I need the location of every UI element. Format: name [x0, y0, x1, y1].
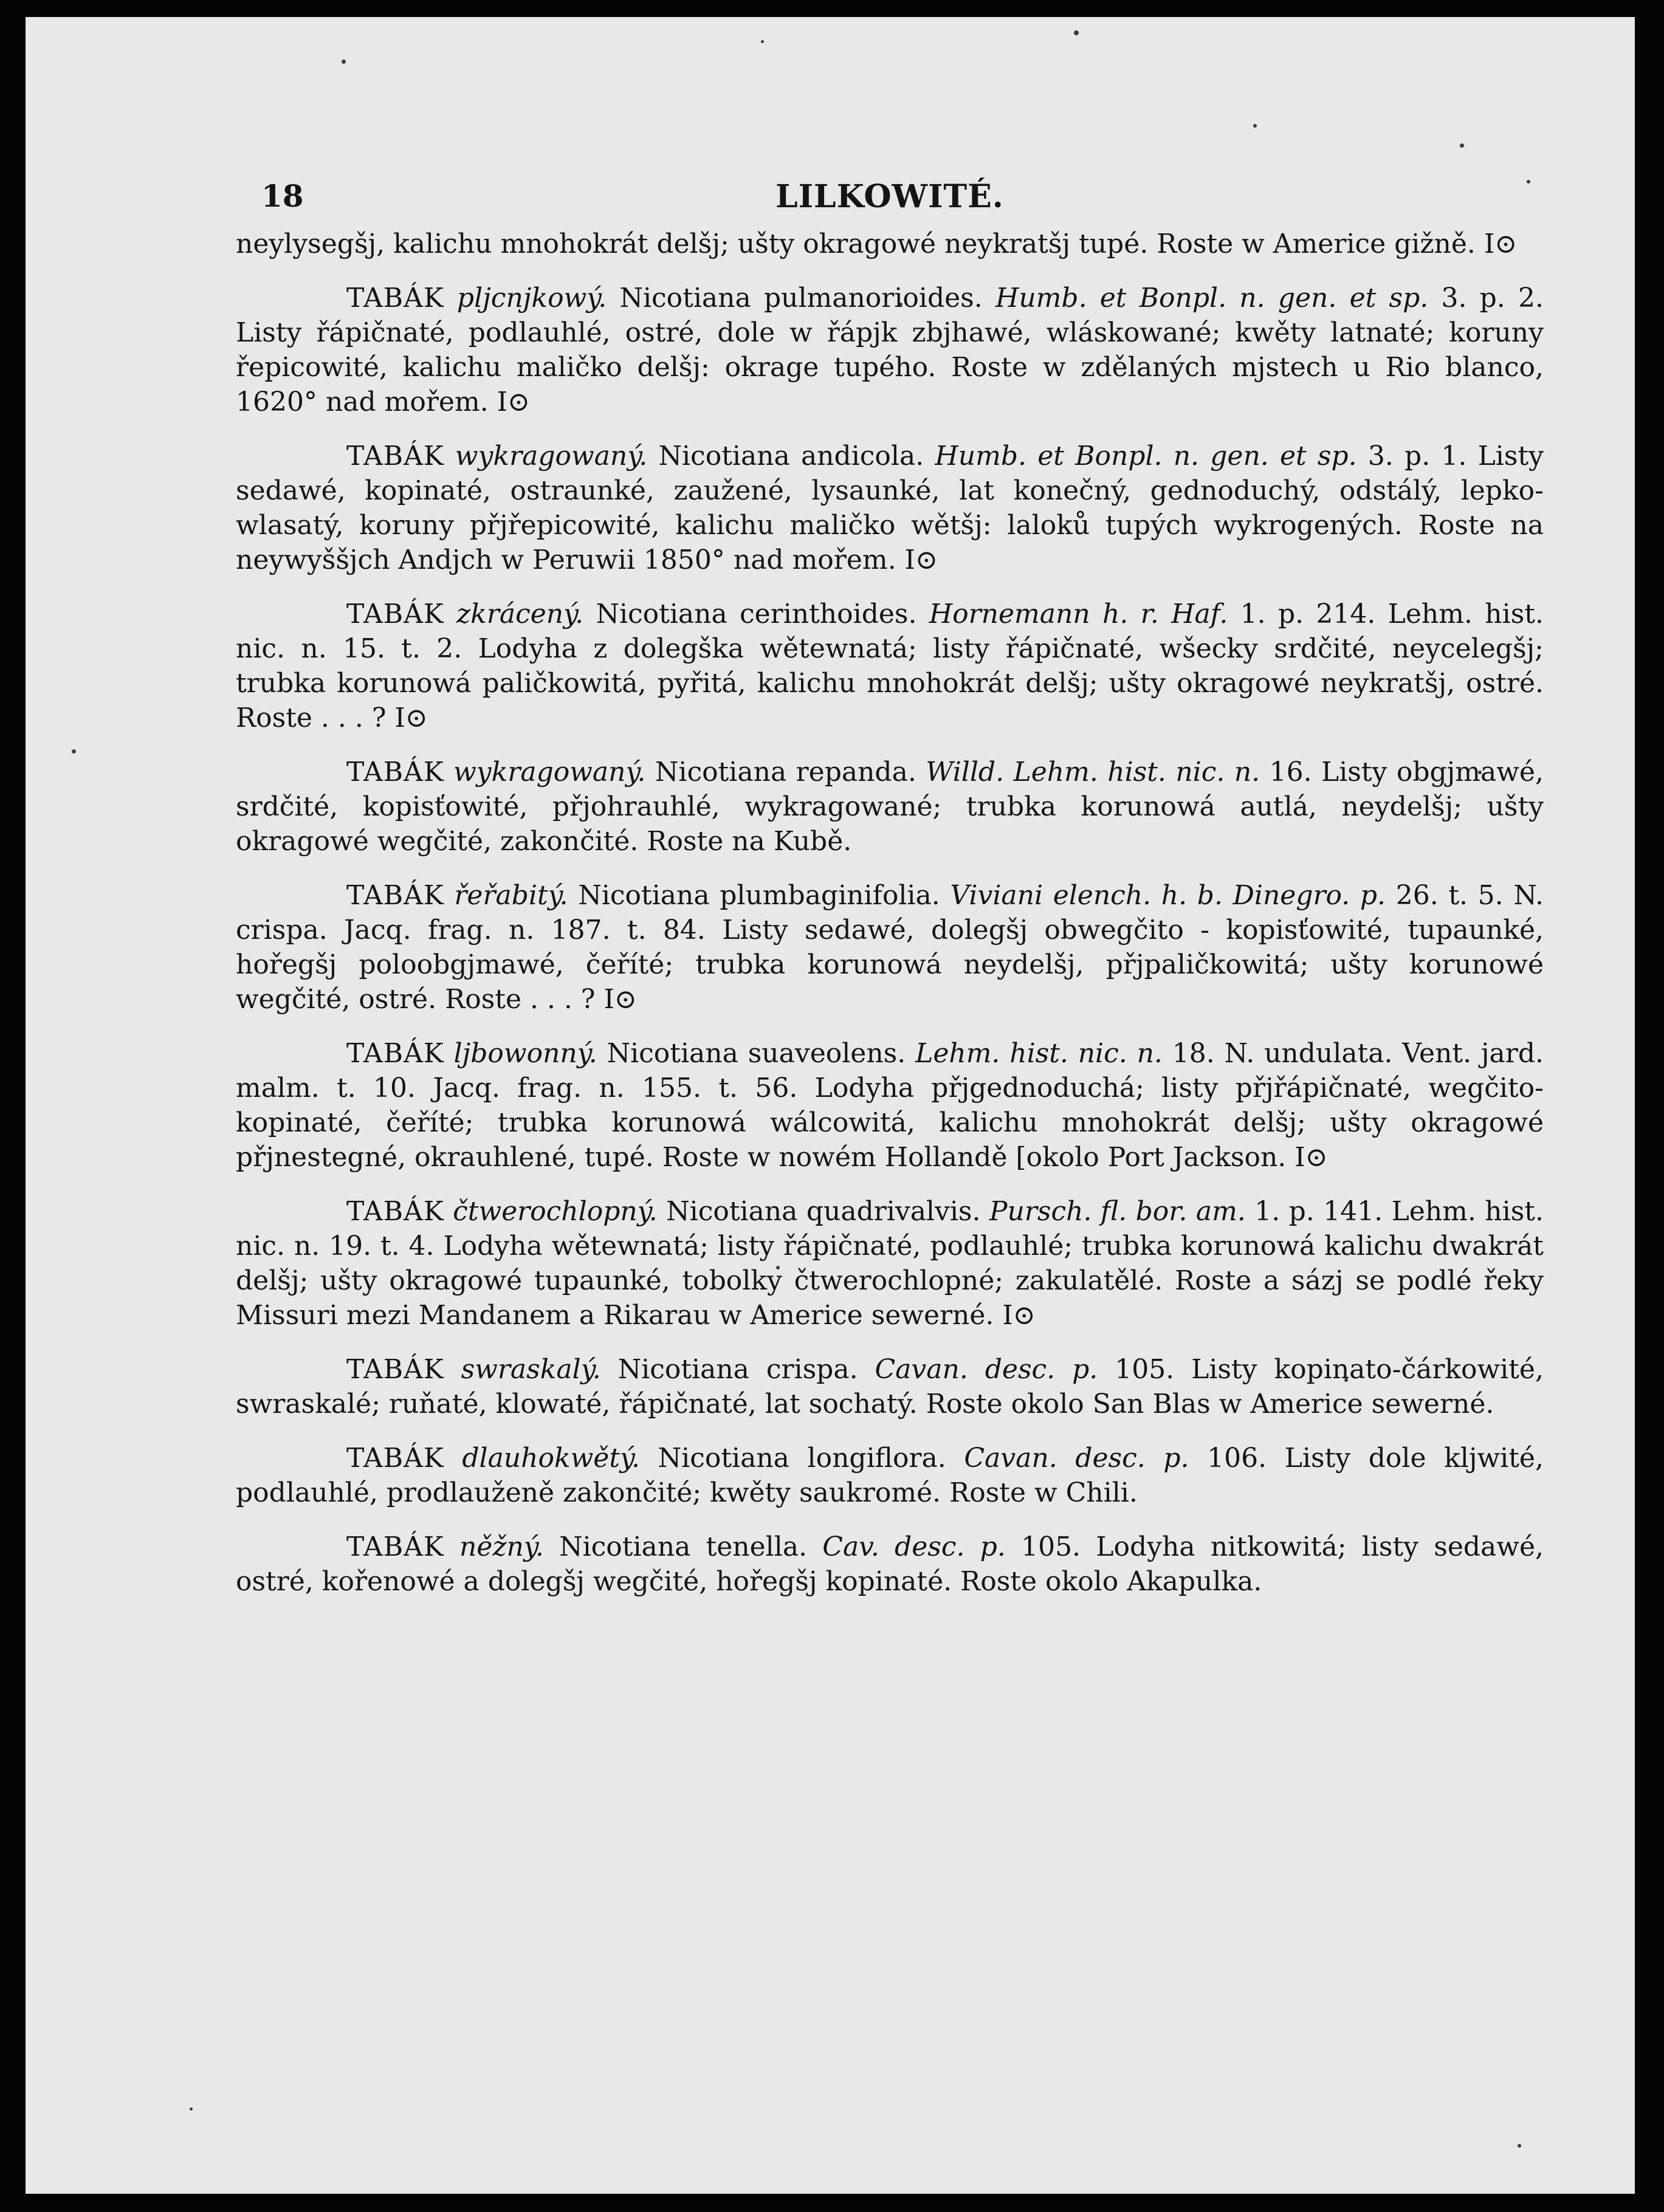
literature-reference: Humb. et Bonpl. n. gen. et sp.: [935, 441, 1357, 472]
print-speck: [1460, 143, 1464, 148]
print-speck: [1074, 30, 1079, 35]
czech-species-name: pljcnjkowý.: [456, 283, 607, 314]
czech-species-name: wykragowaný.: [453, 757, 646, 788]
latin-name: Nicotiana pulmanorioides.: [619, 283, 983, 314]
czech-species-name: čtwerochlopný.: [453, 1196, 658, 1227]
czech-species-name: zkrácený.: [456, 599, 584, 630]
print-speck: [761, 40, 764, 43]
species-entry: [236, 439, 1544, 577]
species-entry: [236, 1530, 1544, 1599]
print-speck: [72, 749, 76, 754]
literature-reference: Cav. desc. p.: [822, 1531, 1006, 1562]
literature-reference: Viviani elench. h. b. Dinegro. p.: [950, 880, 1386, 911]
entry-description: 18. N. undulata. Vent. jard. malm. t. 10. Jacq. frag. n. 155. t. 56. Lodyha přjgednoduchá; listy přjřápičnaté, wegčito-kopinaté, čeříté; trubka korunowá wálcowitá, kalichu mnohokrát delšj; ušty okragowé přjnestegné, okrauhlené, tupé. Roste w nowém Hollandě [okolo Port Jackson. I⊙: [236, 1038, 1544, 1173]
latin-name: Nicotiana plumbaginifolia.: [578, 880, 940, 911]
species-entry: [236, 755, 1544, 859]
czech-species-name: swraskalý.: [461, 1354, 601, 1385]
genus-name: TABÁK: [346, 283, 444, 314]
species-entry: [236, 281, 1544, 419]
entry-description: 26. t. 5. N. crispa. Jacq. frag. n. 187. t. 84. Listy sedawé, dolegšj obwegčito - kopisťowité, tupaunké, hořegšj poloobgjmawé, čeříté; trubka korunowá neydelšj, přjpaličkowitá; ušty korunowé wegčité, ostré. Roste . . . ? I⊙: [236, 880, 1544, 1015]
genus-name: TABÁK: [346, 1354, 444, 1385]
species-entry: [236, 878, 1544, 1017]
genus-name: TABÁK: [346, 1196, 444, 1227]
entry-description: neylysegšj, kalichu mnohokrát delšj; ušty okragowé neykratšj tupé. Roste w Americe gižně. I⊙: [236, 228, 1518, 259]
entry-description: 3. p. 1. Listy sedawé, kopinaté, ostraunké, zaužené, lysaunké, lat konečný, gednoduchý, odstálý, lepko-wlasatý, koruny přjřepicowité, kalichu maličko wětšj: laloků tupých wykrogených. Roste na neywyššjch Andjch w Peruwii 1850° nad mořem. I⊙: [236, 441, 1544, 575]
entry-description: 106. Listy dole kljwité, podlauhlé, prodlauženě zakončité; kwěty saukromé. Roste w Chili.: [236, 1443, 1544, 1508]
page-number: 18: [261, 178, 304, 214]
czech-species-name: wykragowaný.: [455, 441, 648, 472]
literature-reference: Cavan. desc. p.: [875, 1354, 1098, 1385]
genus-name: TABÁK: [346, 441, 444, 472]
latin-name: Nicotiana crispa.: [617, 1354, 858, 1385]
page-header: [236, 178, 1544, 227]
literature-reference: Hornemann h. r. Haf.: [929, 599, 1228, 630]
entry-description: 3. p. 2. Listy řápičnaté, podlauhlé, ostré, dole w řápjk zbjhawé, wláskowané; kwěty latnaté; koruny řepicowité, kalichu maličko delšj: okrage tupého. Roste w zdělaných mjstech u Rio blanco, 1620° nad mořem. I⊙: [236, 283, 1544, 417]
literature-reference: Humb. et Bonpl. n. gen. et sp.: [995, 283, 1429, 314]
latin-name: Nicotiana suaveolens.: [607, 1038, 906, 1069]
entry-description: 105. Listy kopinato-čárkowité, swraskalé; ruňaté, klowaté, řápičnaté, lat sochatý. Roste okolo San Blas w Americe sewerné.: [236, 1354, 1544, 1420]
literature-reference: Pursch. fl. bor. am.: [989, 1196, 1246, 1227]
genus-name: TABÁK: [346, 757, 444, 788]
document-page: [26, 17, 1635, 2194]
latin-name: Nicotiana longiflora.: [658, 1443, 946, 1474]
entry-description: 1. p. 141. Lehm. hist. nic. n. 19. t. 4. Lodyha wětewnatá; listy řápičnaté, podlauhlé; trubka korunowá kalichu dwakrát delšj; ušty okragowé tupaunké, tobolky čtwerochlopné; zakulatělé. Roste a sázj se podlé řeky Missuri mezi Mandanem a Rikarau w Americe sewerné. I⊙: [236, 1196, 1544, 1331]
print-speck: [190, 2107, 193, 2111]
species-entry: [236, 1441, 1544, 1510]
text-column: [236, 178, 1544, 1618]
entry-description: 1. p. 214. Lehm. hist. nic. n. 15. t. 2. Lodyha z dolegška wětewnatá; listy řápičnaté, wšecky srdčité, neycelegšj; trubka korunowá paličkowitá, pyřitá, kalichu mnohokrát delšj; ušty okragowé neykratšj, ostré. Roste . . . ? I⊙: [236, 599, 1544, 733]
literature-reference: Willd. Lehm. hist. nic. n.: [926, 757, 1260, 788]
latin-name: Nicotiana cerinthoides.: [596, 599, 917, 630]
print-speck: [1253, 124, 1257, 128]
literature-reference: Cavan. desc. p.: [964, 1443, 1189, 1474]
latin-name: Nicotiana repanda.: [655, 757, 916, 788]
species-entries: [236, 227, 1544, 1599]
entry-description: 105. Lodyha nitkowitá; listy sedawé, ostré, kořenowé a dolegšj wegčité, hořegšj kopinaté. Roste okolo Akapulka.: [236, 1531, 1544, 1597]
species-entry: [236, 1352, 1544, 1421]
genus-name: TABÁK: [346, 1038, 444, 1069]
genus-name: TABÁK: [346, 1531, 444, 1562]
genus-name: TABÁK: [346, 599, 444, 630]
print-speck: [342, 60, 346, 64]
czech-species-name: něžný.: [459, 1531, 544, 1562]
czech-species-name: řeřabitý.: [454, 880, 568, 911]
print-speck: [1518, 2144, 1521, 2148]
latin-name: Nicotiana andicola.: [658, 441, 924, 472]
genus-name: TABÁK: [346, 880, 444, 911]
czech-species-name: dlauhokwětý.: [462, 1443, 641, 1474]
latin-name: Nicotiana tenella.: [559, 1531, 808, 1562]
species-entry: [236, 1194, 1544, 1333]
literature-reference: Lehm. hist. nic. n.: [915, 1038, 1163, 1069]
running-title: LILKOWITÉ.: [775, 178, 1004, 215]
continuation-paragraph: [236, 227, 1544, 261]
latin-name: Nicotiana quadrivalvis.: [666, 1196, 981, 1227]
genus-name: TABÁK: [346, 1443, 444, 1474]
species-entry: [236, 597, 1544, 735]
czech-species-name: ljbowonný.: [453, 1038, 597, 1069]
species-entry: [236, 1036, 1544, 1175]
entry-description: 16. Listy obgjmawé, srdčité, kopisťowité, přjohrauhlé, wykragowané; trubka korunowá autlá, neydelšj; ušty okragowé wegčité, zakončité. Roste na Kubě.: [236, 757, 1544, 857]
